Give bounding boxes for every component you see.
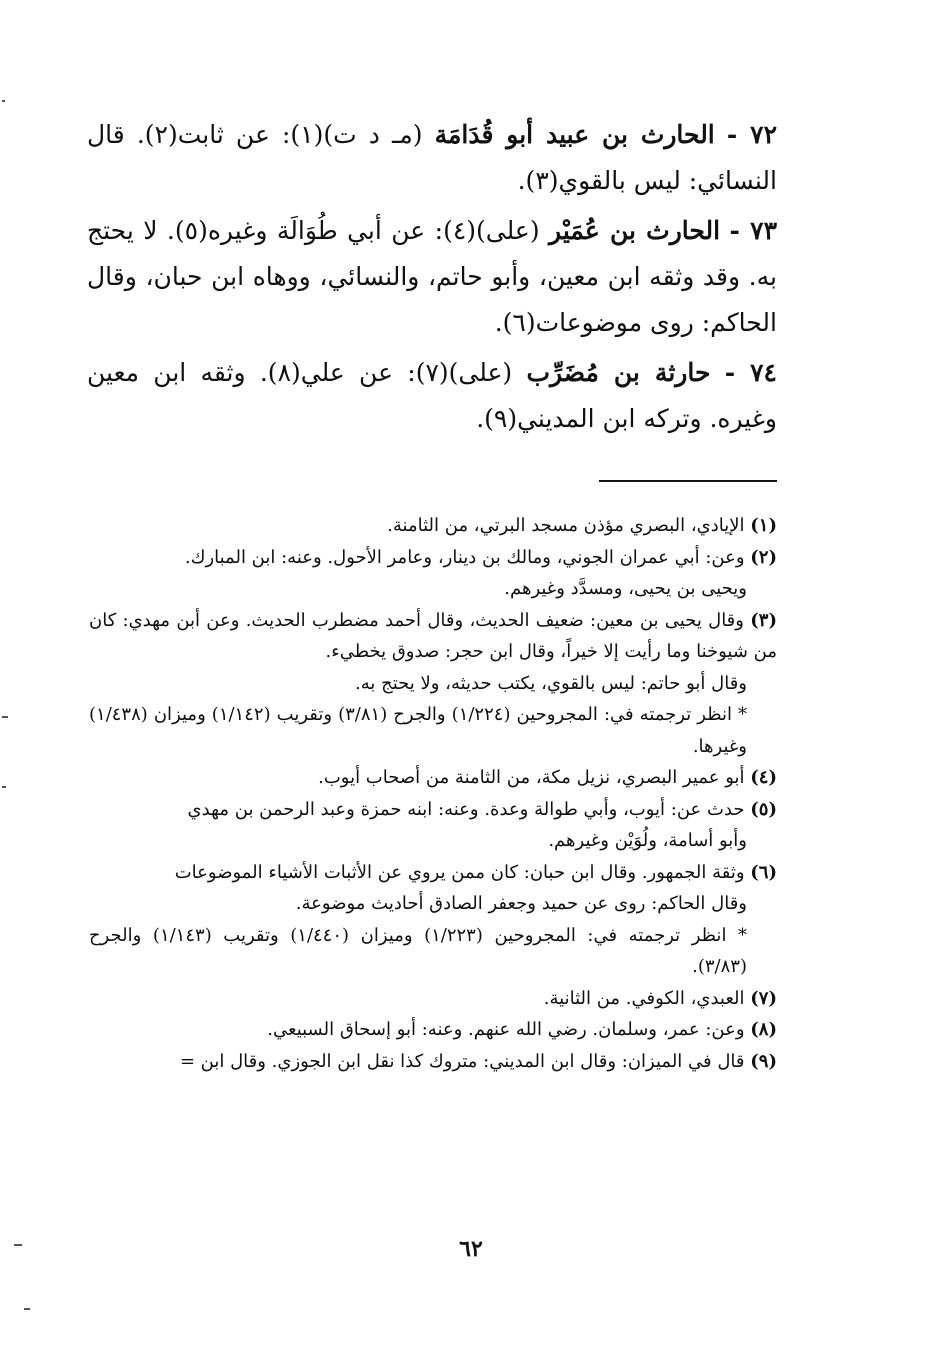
footnote-text: وثقة الجمهور. وقال ابن حبان: كان ممن يروي عن الأثبات الأشياء الموضوعات [174, 861, 745, 883]
entry-73 [87, 208, 777, 346]
footnote-continuation: ويحيى بن يحيى، ومسدَّد وغيرهم. [504, 578, 747, 599]
footnote-2 [89, 542, 777, 605]
footnote-continuation: وقال أبو حاتم: ليس بالقوي، يكتب حديثه، ولا يحتج به. [354, 672, 747, 694]
entry-74 [87, 350, 777, 442]
footnote-text: وقال يحيى بن معين: ضعيف الحديث، وقال أحمد مضطرب الحديث. وعن أبن مهدي: كان من شيوخنا وما رأيت إلا خيراً، وقال ابن حجر: صدوق يخطيء. [89, 609, 777, 662]
scan-speck [2, 786, 6, 788]
footnote-number: (٤) [750, 767, 777, 788]
footnote-number: (٦) [750, 861, 777, 883]
footnote-number: (٩) [750, 1050, 777, 1072]
footnote-8 [89, 1014, 777, 1046]
footnote-3 [89, 605, 777, 763]
footnote-text: أبو عمير البصري، نزيل مكة، من الثامنة من أصحاب أيوب. [318, 767, 745, 788]
footnote-9 [89, 1046, 777, 1078]
entry-72 [87, 112, 777, 204]
scan-speck [14, 1244, 22, 1246]
footnote-6 [89, 857, 777, 983]
footnote-text: العبدي، الكوفي. من الثانية. [543, 987, 745, 1009]
footnote-number: (٧) [750, 987, 777, 1009]
narrator-name: الحارث بن عبيد أبو قُدَامَة [434, 120, 715, 149]
footnote-separator [599, 480, 777, 482]
footnote-text: الإيادي، البصري مؤذن مسجد البرتي، من الثامنة. [387, 515, 745, 536]
footnote-text: وعن: عمر، وسلمان. رضي الله عنهم. وعنه: أبو إسحاق السبيعي. [267, 1019, 745, 1040]
entry-number: ٧٤ - [724, 358, 777, 387]
entry-text: (على)(٧): عن علي(٨). وثقه ابن معين وغيره. وتركه ابن المديني(٩). [87, 358, 777, 433]
footnote-reference-note: * انظر ترجمته في: المجروحين (١/٢٢٣) وميزان (١/٤٤٠) وتقريب (١/١٤٣) والجرح (٣/٨٣). [89, 924, 748, 977]
footnote-4 [89, 762, 777, 794]
footnote-5 [89, 794, 777, 857]
footnote-text: قال في الميزان: وقال ابن المديني: متروك كذا نقل ابن الجوزي. وقال ابن = [179, 1050, 745, 1072]
page-number: ٦٢ [459, 1236, 483, 1262]
entry-text: (مـ د ت)(١): عن ثابت(٢). قال النسائي: ليس بالقوي(٣). [87, 120, 777, 195]
footnote-number: (٥) [750, 798, 777, 820]
entry-text: (على)(٤): عن أبي طُوَالَة وغيره(٥). لا يحتج به. وقد وثقه ابن معين، وأبو حاتم، والنسائي، ووهاه ابن حبان، وقال الحاكم: روى موضوعات(٦). [87, 216, 777, 337]
footnote-text: وعن: أبي عمران الجوني، ومالك بن دينار، وعامر الأحول. وعنه: ابن المبارك. [184, 546, 745, 568]
footnote-text: حدث عن: أيوب، وأبي طوالة وعدة. وعنه: ابنه حمزة وعبد الرحمن بن مهدي [187, 798, 745, 820]
footnote-continuation: وأبو أسامة، ولُوَيْن وغيرهم. [548, 830, 747, 851]
main-text [87, 112, 777, 446]
narrator-name: حارثة بن مُضَرِّب [526, 358, 711, 387]
footnotes [89, 510, 777, 1077]
entry-number: ٧٣ - [729, 216, 777, 245]
footnote-number: (٣) [750, 609, 777, 631]
scan-speck [24, 1308, 30, 1310]
footnote-number: (٨) [750, 1019, 777, 1040]
footnote-number: (٢) [750, 546, 777, 568]
footnote-7 [89, 983, 777, 1015]
footnote-continuation: وقال الحاكم: روى عن حميد وجعفر الصادق أحاديث موضوعة. [295, 893, 747, 914]
entry-number: ٧٢ - [726, 120, 777, 149]
footnote-number: (١) [750, 515, 777, 536]
footnote-reference-note: * انظر ترجمته في: المجروحين (١/٢٢٤) والجرح (٣/٨١) وتقريب (١/١٤٢) وميزان (١/٤٣٨) وغيرها. [89, 704, 748, 757]
scan-speck [2, 716, 8, 718]
scan-speck [2, 100, 5, 102]
footnote-1 [89, 510, 777, 542]
narrator-name: الحارث بن عُمَيْر [549, 216, 721, 245]
